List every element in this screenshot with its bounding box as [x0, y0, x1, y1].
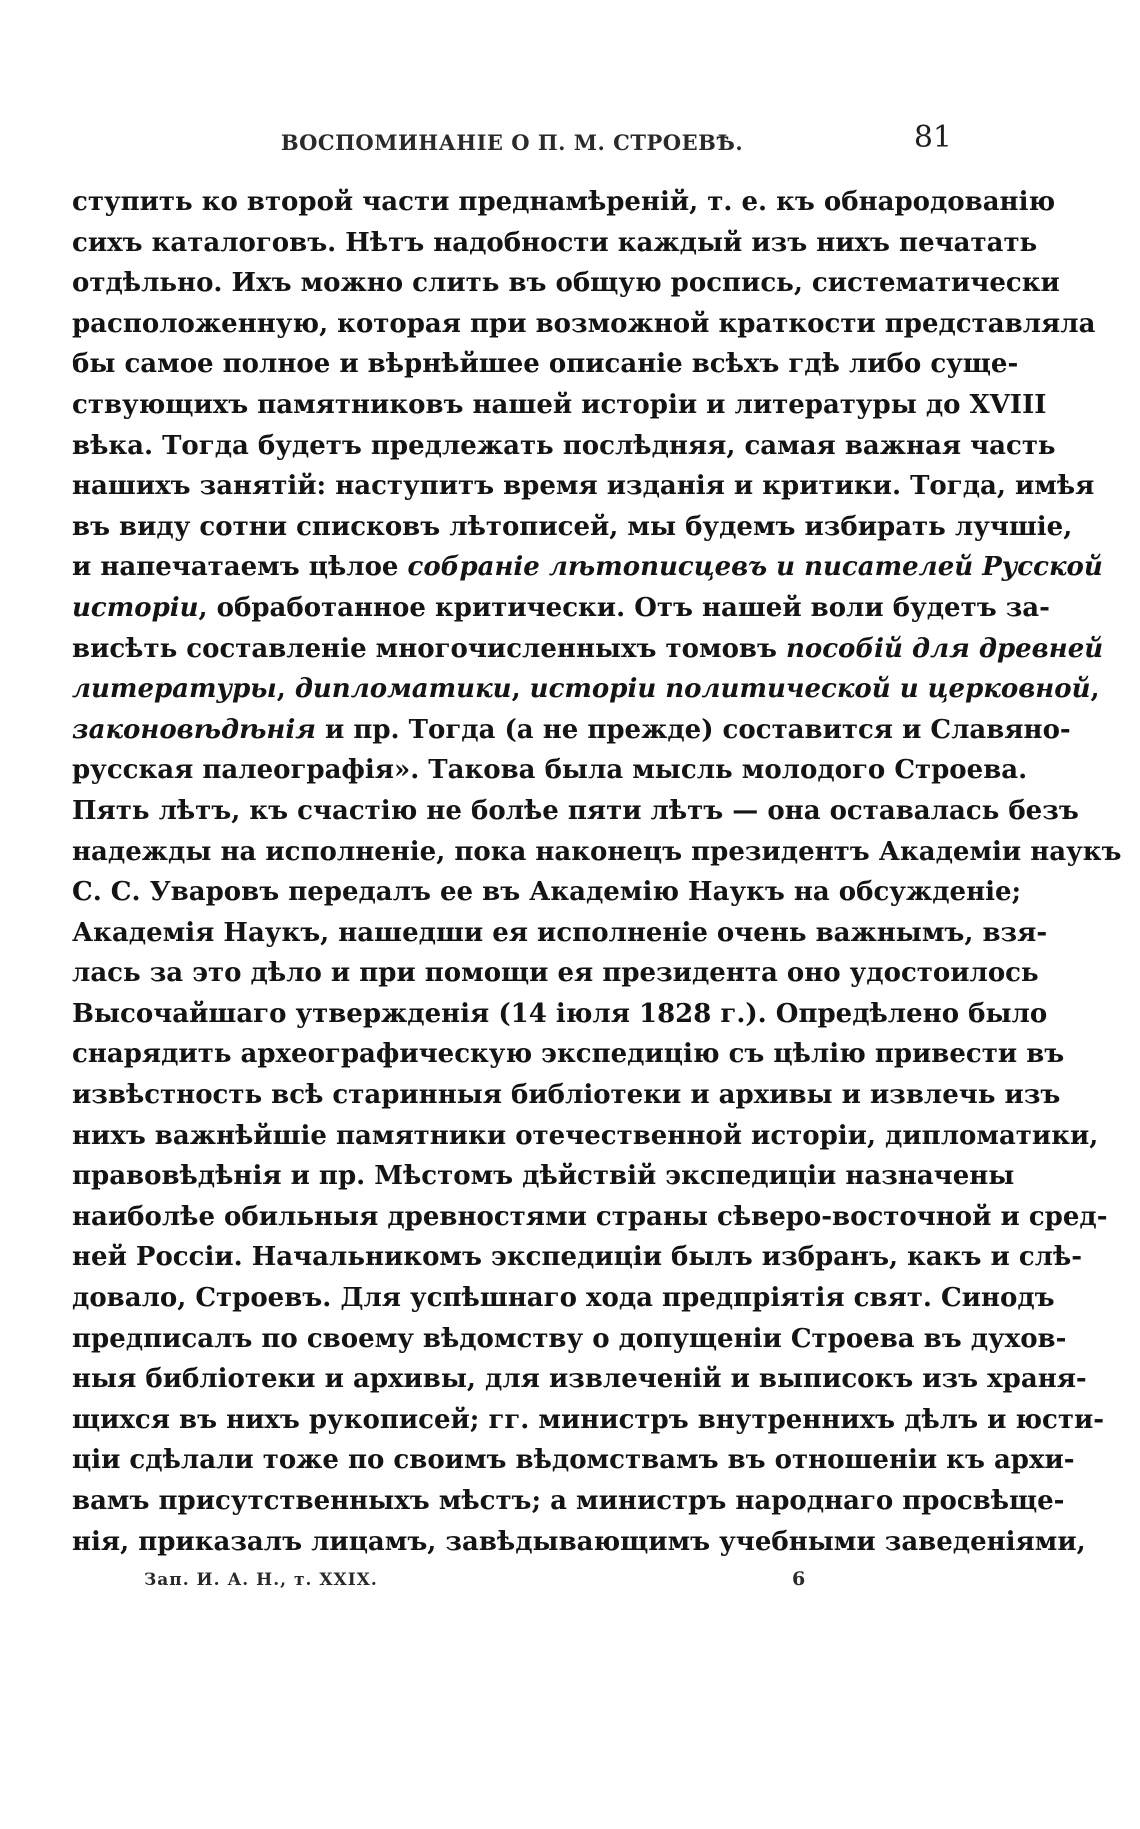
text-run: С. С. Уваровъ передалъ ее въ Академію Наукъ на обсужденіе;	[72, 877, 1022, 908]
text-run: снарядить археографическую экспедицію съ цѣлію привести въ	[72, 1039, 1065, 1070]
text-run: ступить ко второй части преднамѣреній, т. е. къ обнародованію	[72, 187, 1056, 217]
text-line	[72, 913, 1048, 954]
text-run: нихъ важнѣйшіе памятники отечественной исторіи, дипломатики,	[72, 1120, 1099, 1151]
text-line	[72, 791, 1079, 832]
text-line	[72, 994, 1048, 1035]
text-line	[72, 1116, 1099, 1157]
page-footer	[72, 1564, 952, 1604]
text-run: нашихъ занятій: наступитъ время изданія и критики. Тогда, имѣя	[72, 471, 1095, 502]
text-line	[72, 953, 1039, 994]
text-line	[72, 710, 1071, 751]
italic-text-run: литературы	[72, 674, 277, 705]
text-line	[72, 1237, 1083, 1278]
text-line	[72, 1075, 1061, 1116]
text-run: сихъ каталоговъ. Нѣтъ надобности каждый изъ нихъ печатать	[72, 227, 1038, 258]
italic-text-run: исторіи	[72, 592, 199, 623]
text-line	[72, 1156, 1015, 1197]
text-run: Академія Наукъ, нашедши ея исполненіе очень важнымъ, взя-	[72, 917, 1048, 948]
text-line	[72, 263, 1060, 304]
text-line	[72, 182, 1056, 223]
text-run: бы самое полное и вѣрнѣйшее описаніе всѣхъ гдѣ либо суще-	[72, 349, 1019, 380]
text-line	[72, 1481, 1065, 1522]
footer-sheet-number: 6	[792, 1568, 806, 1591]
text-line	[72, 832, 1122, 873]
text-run: въ виду сотни списковъ лѣтописей, мы будемъ избирать лучшіе,	[72, 511, 1073, 542]
text-line	[72, 1522, 1086, 1563]
running-title: ВОСПОМИНАНІЕ О П. М. СТРОЕВѢ.	[280, 130, 744, 155]
text-run: ,	[1090, 674, 1100, 705]
text-line	[72, 1400, 1105, 1441]
text-line	[72, 1319, 1067, 1360]
text-line	[72, 426, 1056, 467]
text-line	[72, 1359, 1087, 1400]
page-number: 81	[913, 120, 952, 155]
text-run: ствующихъ памятниковъ нашей исторіи и литературы до XVIII	[72, 389, 1047, 420]
text-run: ,	[511, 674, 530, 705]
text-run: Пять лѣтъ, къ счастію не болѣе пяти лѣтъ — она оставалась безъ	[72, 795, 1079, 826]
text-run: лась за это дѣло и при помощи ея президента оно удостоилось	[72, 958, 1039, 989]
text-run: предписалъ по своему вѣдомству о допущеніи Строева въ духов-	[72, 1323, 1067, 1354]
text-run: и напечатаемъ цѣлое	[72, 552, 408, 583]
text-run: вамъ присутственныхъ мѣстъ; а министръ народнаго просвѣще-	[72, 1486, 1065, 1516]
italic-text-run: дипломатики	[294, 674, 512, 705]
text-line	[72, 750, 1028, 791]
text-run: наиболѣе обильныя древностями страны сѣверо-восточной и сред-	[72, 1201, 1108, 1232]
text-run: правовѣдѣнія и пр. Мѣстомъ дѣйствій экспедиціи назначены	[72, 1161, 1015, 1192]
text-line	[72, 1197, 1108, 1238]
text-run: , обработанное критически. Отъ нашей воли будетъ за-	[198, 592, 1050, 623]
text-line	[72, 223, 1038, 264]
italic-text-run: законовѣдѣнія	[72, 714, 316, 745]
text-run: Высочайшаго утвержденія (14 іюля 1828 г.). Опредѣлено было	[72, 998, 1048, 1029]
text-line	[72, 872, 1022, 913]
text-line	[72, 344, 1019, 385]
text-line	[72, 385, 1047, 426]
text-line	[72, 1440, 1075, 1481]
text-run: извѣстность всѣ старинныя библіотеки и архивы и извлечь изъ	[72, 1080, 1061, 1111]
text-line	[72, 304, 1096, 345]
text-run: ціи сдѣлали тоже по своимъ вѣдомствамъ въ отношеніи къ архи-	[72, 1445, 1075, 1476]
italic-text-run: исторіи политической и церковной	[529, 674, 1091, 705]
text-line	[72, 507, 1073, 548]
text-run: вѣка. Тогда будетъ предлежать послѣдняя, самая важная часть	[72, 430, 1056, 461]
book-page	[72, 110, 1122, 1604]
text-line	[72, 588, 1050, 629]
text-run: ней Россіи. Начальникомъ экспедиціи былъ избранъ, какъ и слѣ-	[72, 1242, 1083, 1273]
text-run: нія, приказалъ лицамъ, завѣдывающимъ учебными заведеніями,	[72, 1526, 1086, 1557]
text-run: довало, Строевъ. Для успѣшнаго хода предпріятія свят. Синодъ	[72, 1283, 1055, 1314]
text-run: ныя библіотеки и архивы, для извлеченій и выписокъ изъ храня-	[72, 1364, 1087, 1395]
text-run: русская палеографія». Такова была мысль молодого Строева.	[72, 755, 1028, 786]
text-run: и пр. Тогда (а не прежде) составится и Славяно-	[315, 714, 1071, 745]
text-run: висѣть составленіе многочисленныхъ томовъ	[72, 633, 786, 664]
running-head	[72, 110, 952, 166]
text-run: отдѣльно. Ихъ можно слить въ общую роспись, систематически	[72, 268, 1060, 299]
italic-text-run: собраніе лѣтописцевъ и писателей Русской	[407, 552, 1103, 583]
text-line	[72, 466, 1095, 507]
text-line	[72, 1034, 1065, 1075]
text-line	[72, 629, 1104, 670]
footer-signature: Зап. И. А. Н., т. XXIX.	[144, 1570, 378, 1591]
text-line	[72, 547, 1103, 588]
body-text	[72, 182, 1122, 1562]
text-line	[72, 1278, 1055, 1319]
text-run: надежды на исполненіе, пока наконецъ президентъ Академіи наукъ	[72, 836, 1122, 867]
text-line	[72, 669, 1100, 710]
text-run: щихся въ нихъ рукописей; гг. министръ внутреннихъ дѣлъ и юсти-	[72, 1404, 1105, 1435]
text-run: ,	[276, 674, 295, 705]
text-run: расположенную, которая при возможной краткости представляла	[72, 308, 1096, 339]
italic-text-run: пособій для древней	[785, 633, 1104, 664]
